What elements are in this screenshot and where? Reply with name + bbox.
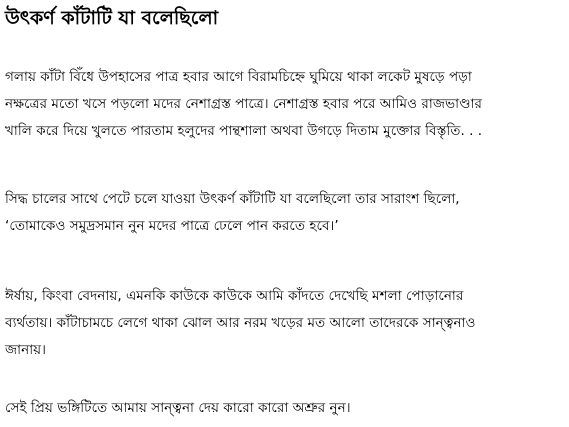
paragraph-1: গলায় কাঁটা বিঁধে উপহাসের পাত্র হবার আগে বিরামচিহ্নে ঘুমিয়ে থাকা লকেট মুষড়ে পড়া নক্ষত্রের মতো খসে পড়লো মদের নেশাগ্রস্ত পাত্রে। নেশাগ্রস্ত হবার পরে আমিও রাজভাণ্ডার খালি করে দিয়ে খুলতে পারতাম হলুদের পান্থশালা অথবা উগড়ে দিতাম মুক্তোর বিস্তৃতি. . .	[5, 69, 483, 139]
document-title: উৎকর্ণ কাঁটাটি যা বলেছিলো	[5, 7, 219, 29]
paragraph-4: সেই প্রিয় ভঙ্গিটিতে আমায় সান্ত্বনা দেয় কারো কারো অশ্রুর নুন।	[5, 400, 351, 416]
paragraph-2: সিদ্ধ চালের সাথে পেটে চলে যাওয়া উৎকর্ণ কাঁটাটি যা বলেছিলো তার সারাংশ ছিলো, ‘তোমাকেও সমুদ্রসমান নুন মদের পাত্রে ঢেলে পান করতে হবে।’	[5, 191, 460, 234]
paragraph-3: ঈর্ষায়, কিংবা বেদনায়, এমনকি কাউকে কাউকে আমি কাঁদতে দেখেছি মশলা পোড়ানোর ব্যর্থতায়। কাঁটাচামচে লেগে থাকা ঝোল আর নরম খড়ের মত আলো তাদেরকে সান্ত্বনাও জানায়।	[5, 288, 476, 358]
